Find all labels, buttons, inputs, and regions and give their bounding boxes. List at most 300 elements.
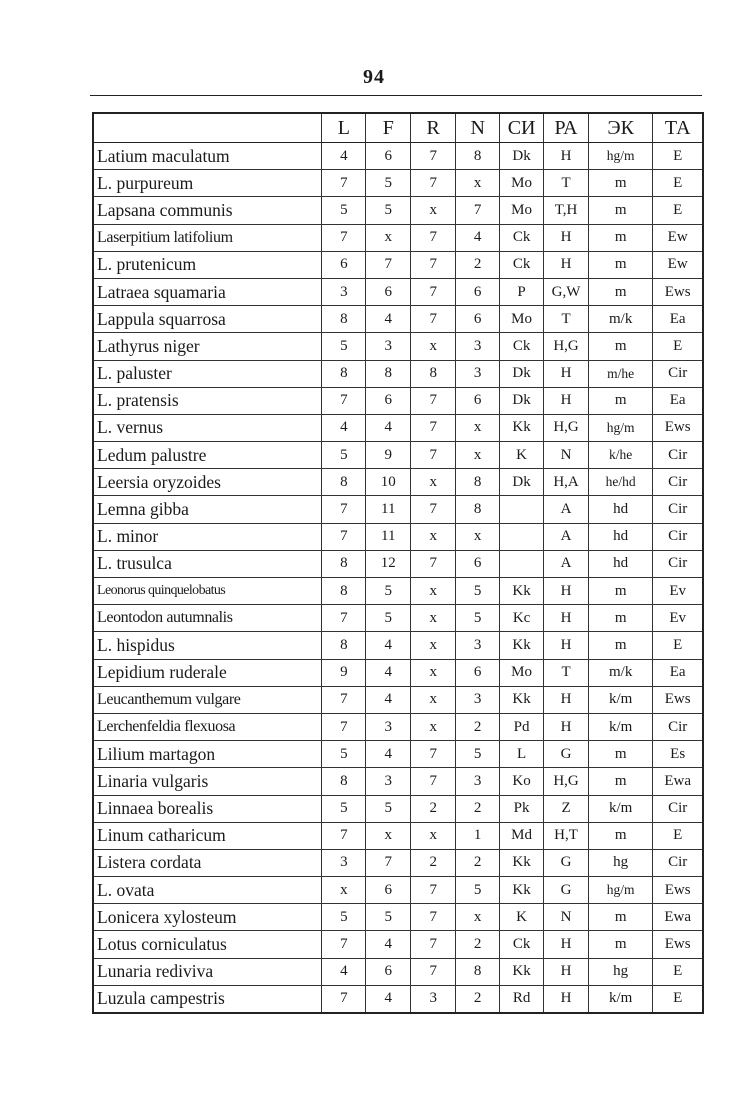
si-value: Mo [500, 306, 544, 333]
ta-value: Cir [653, 469, 703, 496]
si-value: Kk [500, 877, 544, 904]
f-value: 6 [366, 387, 411, 414]
ek-value: m/k [589, 659, 653, 686]
l-value: 5 [322, 904, 366, 931]
ta-value: E [653, 170, 703, 197]
ek-value: k/m [589, 686, 653, 713]
ra-value: A [544, 523, 589, 550]
species-name: L. ovata [93, 877, 322, 904]
header-n: N [456, 113, 500, 143]
si-value [500, 523, 544, 550]
n-value: 5 [456, 741, 500, 768]
f-value: 11 [366, 523, 411, 550]
f-value: 6 [366, 877, 411, 904]
ta-value: Cir [653, 713, 703, 740]
species-name: Lapsana communis [93, 197, 322, 224]
species-name: Lepidium ruderale [93, 659, 322, 686]
table-row [93, 849, 703, 876]
si-value: Ck [500, 224, 544, 251]
l-value: 8 [322, 469, 366, 496]
f-value: 4 [366, 632, 411, 659]
f-value: 4 [366, 686, 411, 713]
r-value: x [411, 605, 456, 632]
f-value: 5 [366, 795, 411, 822]
r-value: x [411, 822, 456, 849]
l-value: 8 [322, 550, 366, 577]
ta-value: Cir [653, 360, 703, 387]
table-header-row [93, 113, 703, 143]
ek-value: m [589, 197, 653, 224]
n-value: x [456, 442, 500, 469]
species-name: L. purpureum [93, 170, 322, 197]
ek-value: m [589, 822, 653, 849]
ra-value: H [544, 143, 589, 170]
n-value: 5 [456, 877, 500, 904]
table-body [93, 143, 703, 1014]
ra-value: G [544, 741, 589, 768]
ra-value: G [544, 849, 589, 876]
si-value: Dk [500, 469, 544, 496]
si-value: L [500, 741, 544, 768]
n-value: x [456, 170, 500, 197]
l-value: x [322, 877, 366, 904]
n-value: 3 [456, 686, 500, 713]
ta-value: Ewa [653, 904, 703, 931]
f-value: x [366, 822, 411, 849]
table-row [93, 523, 703, 550]
l-value: 4 [322, 958, 366, 985]
ta-value: Ea [653, 387, 703, 414]
ta-value: Ewa [653, 768, 703, 795]
table-row [93, 632, 703, 659]
l-value: 7 [322, 931, 366, 958]
species-name: Lemna gibba [93, 496, 322, 523]
ra-value: A [544, 550, 589, 577]
l-value: 7 [322, 170, 366, 197]
n-value: 2 [456, 985, 500, 1013]
n-value: x [456, 904, 500, 931]
table-row [93, 958, 703, 985]
table-row [93, 170, 703, 197]
ra-value: H [544, 224, 589, 251]
l-value: 5 [322, 741, 366, 768]
ta-value: Es [653, 741, 703, 768]
r-value: x [411, 469, 456, 496]
ek-value: k/m [589, 985, 653, 1013]
si-value: Kk [500, 578, 544, 605]
f-value: 10 [366, 469, 411, 496]
si-value: Rd [500, 985, 544, 1013]
si-value: Mo [500, 170, 544, 197]
ra-value: H [544, 360, 589, 387]
l-value: 8 [322, 360, 366, 387]
n-value: 1 [456, 822, 500, 849]
species-name: Lonicera xylosteum [93, 904, 322, 931]
ta-value: Ews [653, 877, 703, 904]
r-value: 8 [411, 360, 456, 387]
n-value: 2 [456, 713, 500, 740]
table-row [93, 387, 703, 414]
ra-value: T,H [544, 197, 589, 224]
l-value: 7 [322, 496, 366, 523]
r-value: x [411, 713, 456, 740]
ek-value: m [589, 170, 653, 197]
species-name: Luzula campestris [93, 985, 322, 1013]
si-value: Kk [500, 958, 544, 985]
ta-value: E [653, 333, 703, 360]
r-value: 7 [411, 904, 456, 931]
si-value: Kc [500, 605, 544, 632]
table-row [93, 578, 703, 605]
ek-value: hd [589, 550, 653, 577]
ta-value: Ev [653, 578, 703, 605]
ra-value: H [544, 251, 589, 278]
ta-value: Ea [653, 659, 703, 686]
ra-value: H [544, 958, 589, 985]
f-value: 12 [366, 550, 411, 577]
header-rule [90, 95, 702, 96]
ta-value: Cir [653, 496, 703, 523]
l-value: 7 [322, 605, 366, 632]
ra-value: H,T [544, 822, 589, 849]
table-row [93, 795, 703, 822]
r-value: 7 [411, 387, 456, 414]
l-value: 8 [322, 306, 366, 333]
n-value: 6 [456, 659, 500, 686]
f-value: 8 [366, 360, 411, 387]
ra-value: H [544, 931, 589, 958]
si-value: Ck [500, 931, 544, 958]
species-name: Lappula squarrosa [93, 306, 322, 333]
ek-value: m [589, 387, 653, 414]
ta-value: Ea [653, 306, 703, 333]
n-value: 8 [456, 469, 500, 496]
r-value: 7 [411, 877, 456, 904]
l-value: 7 [322, 387, 366, 414]
ra-value: G,W [544, 278, 589, 305]
si-value: Mo [500, 659, 544, 686]
table-row [93, 713, 703, 740]
ek-value: m [589, 251, 653, 278]
f-value: 4 [366, 659, 411, 686]
f-value: 9 [366, 442, 411, 469]
species-name: Latraea squamaria [93, 278, 322, 305]
species-name: L. pratensis [93, 387, 322, 414]
header-l: L [322, 113, 366, 143]
si-value: Kk [500, 849, 544, 876]
ra-value: N [544, 904, 589, 931]
header-f: F [366, 113, 411, 143]
si-value: K [500, 904, 544, 931]
r-value: x [411, 632, 456, 659]
ek-value: m [589, 741, 653, 768]
table-row [93, 496, 703, 523]
species-name: Lilium martagon [93, 741, 322, 768]
ta-value: E [653, 197, 703, 224]
ek-value: k/m [589, 713, 653, 740]
si-value: K [500, 442, 544, 469]
species-name: L. trusulca [93, 550, 322, 577]
ta-value: E [653, 958, 703, 985]
f-value: 7 [366, 251, 411, 278]
ek-value: m [589, 578, 653, 605]
ta-value: E [653, 822, 703, 849]
species-name: Leontodon autumnalis [93, 605, 322, 632]
species-name: L. paluster [93, 360, 322, 387]
ta-value: E [653, 632, 703, 659]
table-row [93, 686, 703, 713]
si-value: Dk [500, 387, 544, 414]
r-value: 2 [411, 795, 456, 822]
ta-value: Ews [653, 278, 703, 305]
l-value: 8 [322, 632, 366, 659]
table-row [93, 143, 703, 170]
table-row [93, 985, 703, 1013]
n-value: 5 [456, 605, 500, 632]
l-value: 7 [322, 523, 366, 550]
l-value: 4 [322, 414, 366, 441]
header-r: R [411, 113, 456, 143]
table-row [93, 360, 703, 387]
ra-value: H,G [544, 768, 589, 795]
r-value: 7 [411, 550, 456, 577]
ra-value: H [544, 632, 589, 659]
table-row [93, 904, 703, 931]
f-value: 11 [366, 496, 411, 523]
ra-value: H [544, 605, 589, 632]
r-value: 7 [411, 306, 456, 333]
si-value: Ck [500, 251, 544, 278]
ek-value: k/he [589, 442, 653, 469]
species-name: Linnaea borealis [93, 795, 322, 822]
ek-value: m/he [589, 360, 653, 387]
species-name: Lathyrus niger [93, 333, 322, 360]
r-value: 2 [411, 849, 456, 876]
species-name: Ledum palustre [93, 442, 322, 469]
f-value: 3 [366, 333, 411, 360]
species-table [92, 112, 704, 1014]
si-value: Mo [500, 197, 544, 224]
ta-value: Cir [653, 849, 703, 876]
l-value: 9 [322, 659, 366, 686]
ra-value: H,A [544, 469, 589, 496]
n-value: 8 [456, 143, 500, 170]
f-value: 5 [366, 605, 411, 632]
species-name: Leersia oryzoides [93, 469, 322, 496]
l-value: 3 [322, 849, 366, 876]
r-value: 7 [411, 414, 456, 441]
n-value: 2 [456, 795, 500, 822]
r-value: 7 [411, 442, 456, 469]
l-value: 7 [322, 224, 366, 251]
table-row [93, 741, 703, 768]
r-value: x [411, 578, 456, 605]
f-value: 4 [366, 931, 411, 958]
species-name: Lotus corniculatus [93, 931, 322, 958]
l-value: 3 [322, 278, 366, 305]
table-row [93, 278, 703, 305]
table-row [93, 251, 703, 278]
n-value: 6 [456, 387, 500, 414]
table-row [93, 931, 703, 958]
n-value: 7 [456, 197, 500, 224]
header-ta: ТА [653, 113, 703, 143]
f-value: 6 [366, 143, 411, 170]
r-value: x [411, 197, 456, 224]
species-name: Linum catharicum [93, 822, 322, 849]
f-value: 4 [366, 306, 411, 333]
n-value: 6 [456, 278, 500, 305]
l-value: 8 [322, 578, 366, 605]
header-species [93, 113, 322, 143]
ta-value: Cir [653, 442, 703, 469]
n-value: x [456, 414, 500, 441]
l-value: 5 [322, 795, 366, 822]
l-value: 7 [322, 985, 366, 1013]
table-row [93, 224, 703, 251]
n-value: x [456, 523, 500, 550]
species-name: L. vernus [93, 414, 322, 441]
ek-value: hg [589, 849, 653, 876]
f-value: 4 [366, 985, 411, 1013]
ta-value: E [653, 985, 703, 1013]
n-value: 6 [456, 306, 500, 333]
ta-value: Ews [653, 931, 703, 958]
ek-value: m [589, 904, 653, 931]
ta-value: Ews [653, 686, 703, 713]
ek-value: k/m [589, 795, 653, 822]
ek-value: m [589, 224, 653, 251]
species-name: Lunaria rediviva [93, 958, 322, 985]
table-row [93, 414, 703, 441]
si-value: Kk [500, 414, 544, 441]
l-value: 6 [322, 251, 366, 278]
l-value: 8 [322, 768, 366, 795]
r-value: x [411, 333, 456, 360]
ta-value: Ev [653, 605, 703, 632]
f-value: 5 [366, 578, 411, 605]
ek-value: m [589, 278, 653, 305]
r-value: 7 [411, 931, 456, 958]
f-value: 7 [366, 849, 411, 876]
ek-value: m [589, 333, 653, 360]
l-value: 7 [322, 822, 366, 849]
n-value: 2 [456, 849, 500, 876]
l-value: 5 [322, 442, 366, 469]
ta-value: Cir [653, 550, 703, 577]
si-value: Pd [500, 713, 544, 740]
n-value: 6 [456, 550, 500, 577]
table-row [93, 605, 703, 632]
n-value: 2 [456, 931, 500, 958]
l-value: 5 [322, 197, 366, 224]
f-value: 3 [366, 713, 411, 740]
ra-value: H,G [544, 333, 589, 360]
page-number: 94 [363, 66, 385, 88]
n-value: 8 [456, 496, 500, 523]
n-value: 3 [456, 768, 500, 795]
ek-value: hg/m [589, 143, 653, 170]
r-value: 7 [411, 278, 456, 305]
n-value: 3 [456, 333, 500, 360]
table-row [93, 659, 703, 686]
species-name: L. prutenicum [93, 251, 322, 278]
r-value: x [411, 659, 456, 686]
r-value: 7 [411, 170, 456, 197]
si-value: Kk [500, 632, 544, 659]
n-value: 3 [456, 360, 500, 387]
n-value: 2 [456, 251, 500, 278]
ek-value: m/k [589, 306, 653, 333]
ek-value: m [589, 605, 653, 632]
n-value: 5 [456, 578, 500, 605]
r-value: 7 [411, 224, 456, 251]
ek-value: hd [589, 523, 653, 550]
table-row [93, 197, 703, 224]
ek-value: hg/m [589, 414, 653, 441]
ra-value: H [544, 387, 589, 414]
si-value: Dk [500, 360, 544, 387]
ra-value: T [544, 170, 589, 197]
ra-value: H [544, 713, 589, 740]
si-value: Ko [500, 768, 544, 795]
species-name: L. minor [93, 523, 322, 550]
ek-value: m [589, 768, 653, 795]
ra-value: G [544, 877, 589, 904]
table-row [93, 306, 703, 333]
header-ra: РА [544, 113, 589, 143]
ta-value: Cir [653, 523, 703, 550]
ta-value: Ews [653, 414, 703, 441]
si-value [500, 496, 544, 523]
n-value: 4 [456, 224, 500, 251]
species-name: Linaria vulgaris [93, 768, 322, 795]
r-value: 7 [411, 958, 456, 985]
table-row [93, 442, 703, 469]
table-row [93, 877, 703, 904]
ta-value: E [653, 143, 703, 170]
si-value: Ck [500, 333, 544, 360]
table-row [93, 333, 703, 360]
table-row [93, 550, 703, 577]
si-value: P [500, 278, 544, 305]
r-value: x [411, 686, 456, 713]
ta-value: Cir [653, 795, 703, 822]
ra-value: T [544, 659, 589, 686]
species-name: Leucanthemum vulgare [93, 686, 322, 713]
species-name: Leonorus quinquelobatus [93, 578, 322, 605]
ra-value: A [544, 496, 589, 523]
ra-value: Z [544, 795, 589, 822]
f-value: x [366, 224, 411, 251]
f-value: 5 [366, 197, 411, 224]
f-value: 4 [366, 741, 411, 768]
si-value: Kk [500, 686, 544, 713]
si-value [500, 550, 544, 577]
ta-value: Ew [653, 251, 703, 278]
species-name: Latium maculatum [93, 143, 322, 170]
table-row [93, 822, 703, 849]
f-value: 5 [366, 170, 411, 197]
f-value: 5 [366, 904, 411, 931]
l-value: 7 [322, 686, 366, 713]
species-name: Laserpitium latifolium [93, 224, 322, 251]
f-value: 6 [366, 278, 411, 305]
f-value: 6 [366, 958, 411, 985]
ek-value: hg [589, 958, 653, 985]
ra-value: T [544, 306, 589, 333]
r-value: 7 [411, 496, 456, 523]
